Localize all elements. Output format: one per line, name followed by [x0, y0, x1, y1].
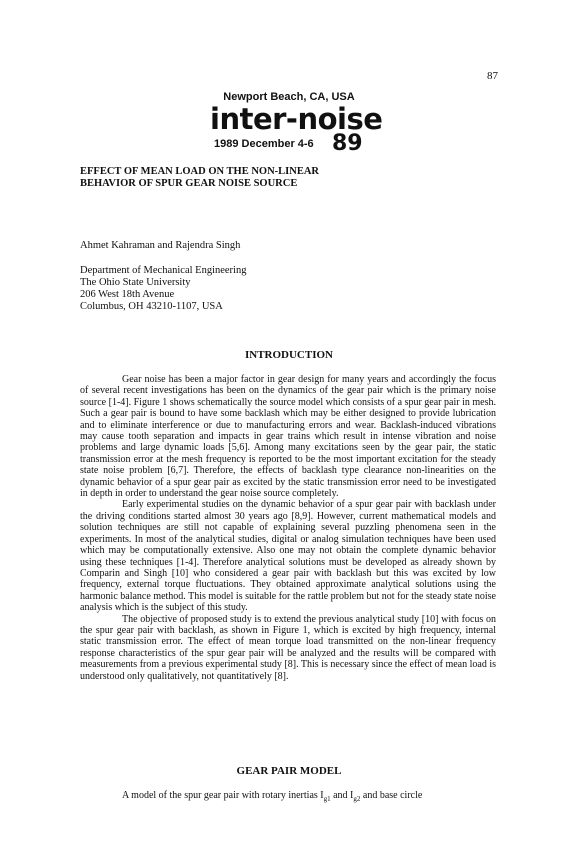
- paragraph: Early experimental studies on the dynamic behavior of a spur gear pair with backlash under the driving conditions started almost 30 years ago [8,9]. However, current mathematical models and solution techniques are still not capable of explaining several puzzling phenomena seen in the experiments. In most of the analytical studies, digital or analog simulation techniques have been used which may be computationally extensive. Also one may not obtain the complete dynamic behavior using these techniques [1-4]. Therefore analytical solutions must be developed as already shown by Comparin and Singh [10] who considered a gear pair with backlash but this was excited by low frequency, external torque fluctuations. They obtained approximate analytical solutions using the harmonic balance method. This model is suitable for the rattle problem but not for the steady state noise analysis which is the subject of this study.: [80, 499, 496, 614]
- conference-dates: 1989 December 4-6: [214, 138, 314, 150]
- conference-year: 89: [332, 131, 363, 156]
- text-fragment: and I: [330, 790, 354, 801]
- gear-pair-model-heading: GEAR PAIR MODEL: [236, 765, 342, 777]
- text-fragment: and base circle: [360, 790, 423, 801]
- paragraph: Gear noise has been a major factor in gear design for many years and accordingly the focus of several recent investigations has been on the dynamics of the gear pair which is the primary noise source [1-4]. Figure 1 shows schematically the source model which consists of a spur gear pair in mesh. Such a gear pair is bound to have some backlash which may be either designed to provide lubrication and to eliminate interference or due to manufacturing errors and wear. Backlash-induced vibrations may cause tooth separation and impacts in gear trains which result in intense vibration and noise problems and large dynamic loads [5,6]. Among many excitations seen by the gear pair, the static transmission error at the mesh frequency is reported to be the most important excitation for the steady state noise problem [6,7]. Therefore, the effects of backlash type clearance non-linearities on the dynamic behavior of a spur gear pair as excited by the static transmission error need to be investigated in depth in order to understand the gear noise source completely.: [80, 374, 496, 500]
- gear-pair-model-body: [80, 790, 496, 805]
- paper-authors: Ahmet Kahraman and Rajendra Singh: [80, 240, 241, 251]
- paper-title-line-2: BEHAVIOR OF SPUR GEAR NOISE SOURCE: [80, 178, 298, 189]
- subscript: g2: [353, 795, 361, 803]
- author-affiliation: [80, 265, 246, 313]
- affiliation-line: Department of Mechanical Engineering: [80, 265, 247, 276]
- conference-logo: inter-noise: [210, 102, 383, 136]
- paragraph: The objective of proposed study is to extend the previous analytical study [10] with focus on the spur gear pair with backlash, as shown in Figure 1, which is excited by high frequency, internal static transmission error. The effect of mean torque load transmitted on the non-linear frequency response characteristics of the spur gear pair will be analyzed and the results will be compared with measurements from a previous experimental study [8]. This is necessary since the effect of mean load is understood only qualitatively, not quantitatively [8].: [80, 613, 496, 682]
- paper-title: [80, 166, 319, 190]
- conference-location: Newport Beach, CA, USA: [223, 91, 355, 103]
- affiliation-line: The Ohio State University: [80, 277, 191, 288]
- introduction-body: [80, 374, 496, 682]
- affiliation-line: Columbus, OH 43210-1107, USA: [80, 301, 223, 312]
- page-number: 87: [487, 70, 498, 82]
- subscript: g1: [323, 795, 331, 803]
- paragraph: [80, 790, 496, 805]
- introduction-heading: INTRODUCTION: [244, 349, 333, 361]
- affiliation-line: 206 West 18th Avenue: [80, 289, 175, 300]
- paper-title-line-1: EFFECT OF MEAN LOAD ON THE NON-LINEAR: [80, 166, 319, 177]
- text-fragment: A model of the spur gear pair with rotary inertias I: [122, 790, 324, 801]
